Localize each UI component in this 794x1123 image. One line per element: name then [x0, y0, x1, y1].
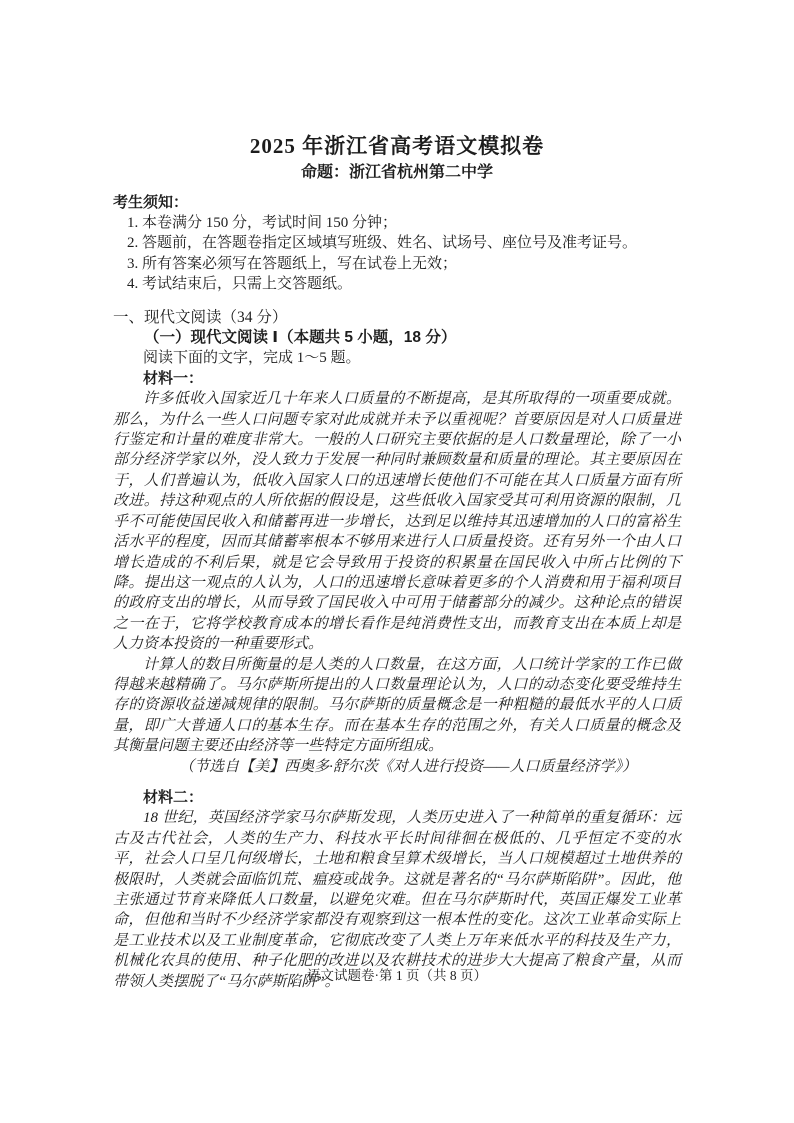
- material-2-label: 材料二：: [143, 788, 204, 806]
- notice-list: [113, 213, 681, 295]
- page-title: 2025 年浙江省高考语文模拟卷: [249, 134, 545, 158]
- notice-item-1: 1. 本卷满分 150 分，考试时间 150 分钟；: [127, 215, 398, 231]
- reading-section: [113, 308, 681, 992]
- section-heading: 一、现代文阅读（34 分）: [113, 308, 288, 326]
- material-2: [113, 788, 681, 992]
- material-1: [113, 369, 681, 777]
- notice-heading: 考生须知：: [113, 194, 189, 211]
- material-2-paragraph: 18 世纪，英国经济学家马尔萨斯发现，人类历史进入了一种简单的重复循环：远古及古代社会，人类的生产力、科技水平长时间徘徊在极低的、几乎恒定不变的水平，社会人口呈几何级增长，土地和粮食呈算术级增长，当人口规模超过土地供养的极限时，人类就会面临饥荒、瘟疫或战争。这就是著名的“马尔萨斯陷阱”。因此，他主张通过节育来降低人口数量，以避免灾难。但在马尔萨斯时代，英国正爆发工业革命，但他和当时不少经济学家都没有观察到这一根本性的变化。这次工业革命实际上是工业技术以及工业制度革命，它彻底改变了人类上万年来低水平的科技及生产力，机械化农具的使用、种子化肥的改进以及农耕技术的进步大大提高了粮食产量，从而带领人类摆脱了“马尔萨斯陷阱”。: [113, 810, 681, 990]
- notice-item-2: 2. 答题前，在答题卷指定区域填写班级、姓名、试场号、座位号及准考证号。: [127, 235, 638, 252]
- page-footer: 语文试题卷·第 1 页（共 8 页）: [307, 968, 487, 983]
- notice-item-3: 3. 所有答案必须写在答题纸上，写在试卷上无效；: [127, 255, 458, 272]
- exam-header: [113, 0, 681, 183]
- material-1-paragraph: 计算人的数目所衡量的是人类的人口数量，在这方面，人口统计学家的工作已做得越来越精确了。马尔萨斯所提出的人口数量理论认为，人口的动态变化要受维持生存的资源收益递减规律的限制。马尔萨斯的质量概念是一种粗糙的最低水平的人口质量，即广大普通人口的基本生存。而在基本生存的范围之外，有关人口质量的概念及其衡量问题主要还由经济等一些特定方面所组成。: [113, 656, 681, 755]
- section-subheading: （一）现代文阅读 Ⅰ（本题共 5 小题，18 分）: [144, 329, 457, 347]
- page-subtitle: 命题：浙江省杭州第二中学: [300, 164, 493, 181]
- reading-instruction: 阅读下面的文字，完成 1～5 题。: [143, 350, 361, 367]
- material-1-attribution: （节选自【美】西奥多·舒尔茨《对人进行投资——人口质量经济学》）: [179, 758, 637, 775]
- page-content: [113, 0, 681, 992]
- notice-section: [113, 193, 681, 295]
- material-1-label: 材料一：: [143, 369, 204, 387]
- notice-item-4: 4. 考试结束后，只需上交答题纸。: [127, 276, 353, 293]
- material-1-paragraph: 许多低收入国家近几十年来人口质量的不断提高，是其所取得的一项重要成就。那么，为什么一些人口问题专家对此成就并未予以重视呢？首要原因是对人口质量进行鉴定和计量的难度非常大。一般的人口研究主要依据的是人口数量理论，除了一小部分经济学家以外，没人致力于发展一种同时兼顾数量和质量的理论。其主要原因在于，人们普遍认为，低收入国家人口的迅速增长使他们不可能在其人口质量方面有所改进。持这种观点的人所依据的假设是，这些低收入国家受其可利用资源的限制，几乎不可能使国民收入和储蓄再进一步增长，达到足以维持其迅速增加的人口的富裕生活水平的程度，因而其储蓄率根本不够用来进行人口质量投资。还有另外一个由人口增长造成的不利后果，就是它会导致用于投资的积累量在国民收入中所占比例的下降。提出这一观点的人认为，人口的迅速增长意味着更多的个人消费和用于福利项目的政府支出的增长，从而导致了国民收入中可用于储蓄部分的减少。这种论点的错误之一在于，它将学校教育成本的增长看作是纯消费性支出，而教育支出在本质上却是人力资本投资的一种重要形式。: [113, 391, 681, 653]
